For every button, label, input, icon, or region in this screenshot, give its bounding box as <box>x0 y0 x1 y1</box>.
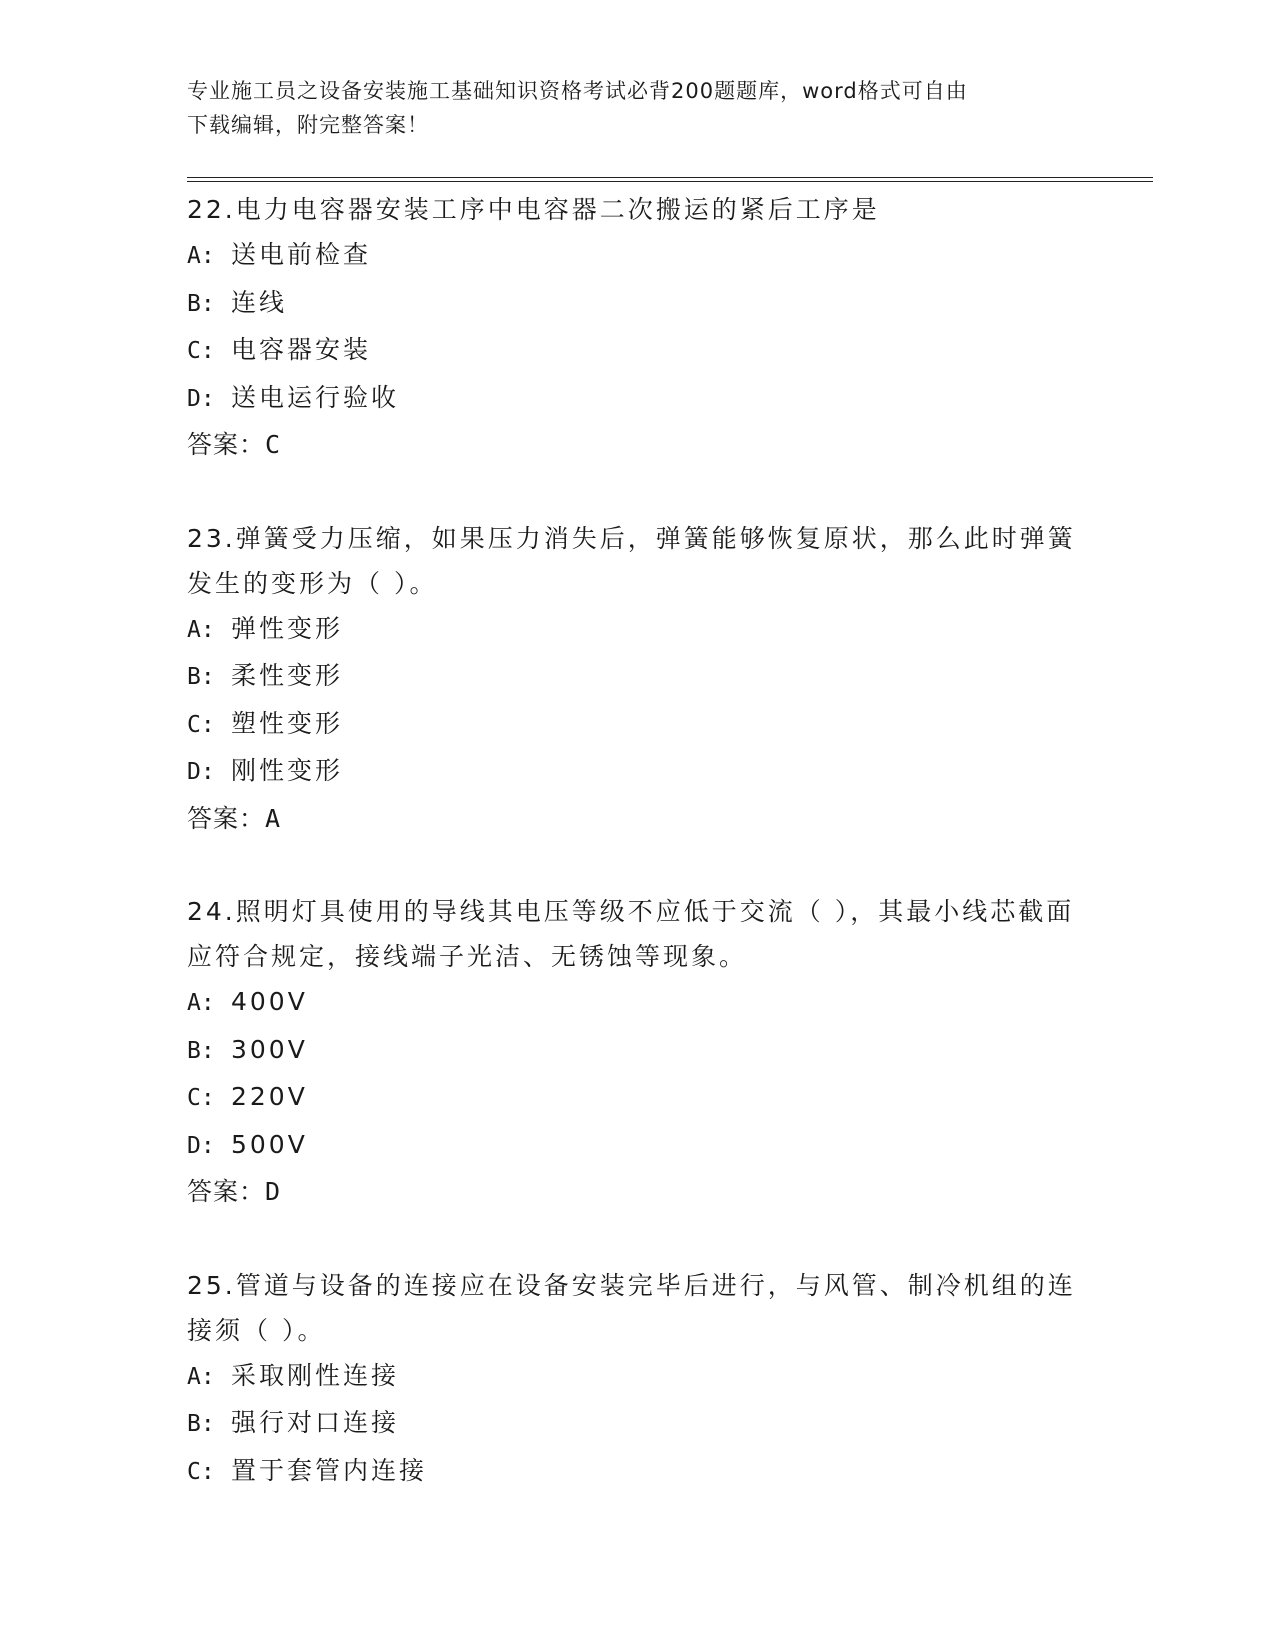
question-stem: 23.弹簧受力压缩，如果压力消失后，弹簧能够恢复原状，那么此时弹簧发生的变形为（ ）。 <box>187 523 1076 598</box>
option-letter: C: <box>187 1085 215 1111</box>
option-letter: D: <box>187 759 215 785</box>
option-b <box>187 653 1087 701</box>
answer-label: 答案： <box>187 1177 266 1206</box>
question-24 <box>187 889 1087 1215</box>
option-letter: C: <box>187 338 215 364</box>
option-a <box>187 232 1087 280</box>
option-a <box>187 606 1087 654</box>
question-stem: 25.管道与设备的连接应在设备安装完毕后进行，与风管、制冷机组的连接须（ ）。 <box>187 1270 1076 1345</box>
option-text: 送电运行验收 <box>231 382 400 412</box>
option-text: 电容器安装 <box>231 335 372 364</box>
option-text: 强行对口连接 <box>231 1408 400 1437</box>
option-letter: B: <box>187 664 215 690</box>
option-c <box>187 1074 1087 1122</box>
answer-line <box>187 796 1087 842</box>
option-text: 柔性变形 <box>231 661 344 690</box>
option-a <box>187 1353 1087 1401</box>
option-b <box>187 280 1087 328</box>
option-a <box>187 979 1087 1027</box>
option-letter: D: <box>187 1132 215 1159</box>
option-text: 400V <box>231 987 308 1016</box>
option-letter: B: <box>187 1037 215 1064</box>
option-letter: A: <box>187 616 215 643</box>
option-letter: D: <box>187 385 215 412</box>
question-list <box>187 187 1087 1543</box>
question-stem: 24.照明灯具使用的导线其电压等级不应低于交流（ ），其最小线芯截面应符合规定，接线端子光洁、无锈蚀等现象。 <box>187 897 1075 971</box>
answer-line <box>187 422 1087 468</box>
header-line-2: 下载编辑，附完整答案！ <box>187 113 429 137</box>
document-header <box>187 74 1087 142</box>
option-c <box>187 1448 1087 1496</box>
answer-label: 答案： <box>187 430 266 459</box>
header-divider-bottom <box>187 181 1153 182</box>
header-line-1: 专业施工员之设备安装施工基础知识资格考试必背200题题库，word格式可自由 <box>187 79 968 103</box>
option-b <box>187 1400 1087 1448</box>
answer-line <box>187 1169 1087 1215</box>
option-letter: A: <box>187 243 215 269</box>
question-25 <box>187 1263 1087 1496</box>
option-letter: C: <box>187 711 215 738</box>
option-text: 弹性变形 <box>231 613 344 643</box>
option-b <box>187 1027 1087 1075</box>
option-text: 300V <box>231 1034 308 1064</box>
option-letter: A: <box>187 1363 215 1390</box>
answer-value: D <box>265 1177 282 1206</box>
answer-value: C <box>265 430 282 459</box>
question-23 <box>187 516 1087 842</box>
option-text: 送电前检查 <box>231 240 372 269</box>
option-c <box>187 701 1087 749</box>
option-text: 500V <box>231 1129 308 1159</box>
answer-label: 答案： <box>187 803 266 833</box>
option-text: 刚性变形 <box>231 756 344 785</box>
option-letter: C: <box>187 1458 215 1485</box>
option-letter: B: <box>187 290 215 317</box>
header-divider-top <box>187 177 1153 178</box>
option-text: 置于套管内连接 <box>231 1455 428 1485</box>
option-letter: B: <box>187 1411 215 1437</box>
option-d <box>187 375 1087 423</box>
option-text: 塑性变形 <box>231 708 344 738</box>
answer-value: A <box>265 803 282 833</box>
option-text: 连线 <box>231 287 288 317</box>
option-d <box>187 1122 1087 1170</box>
question-22 <box>187 187 1087 468</box>
option-c <box>187 327 1087 375</box>
option-text: 采取刚性连接 <box>231 1360 400 1390</box>
question-stem: 22.电力电容器安装工序中电容器二次搬运的紧后工序是 <box>187 195 880 224</box>
option-text: 220V <box>231 1082 308 1111</box>
option-letter: A: <box>187 990 215 1016</box>
option-d <box>187 748 1087 796</box>
